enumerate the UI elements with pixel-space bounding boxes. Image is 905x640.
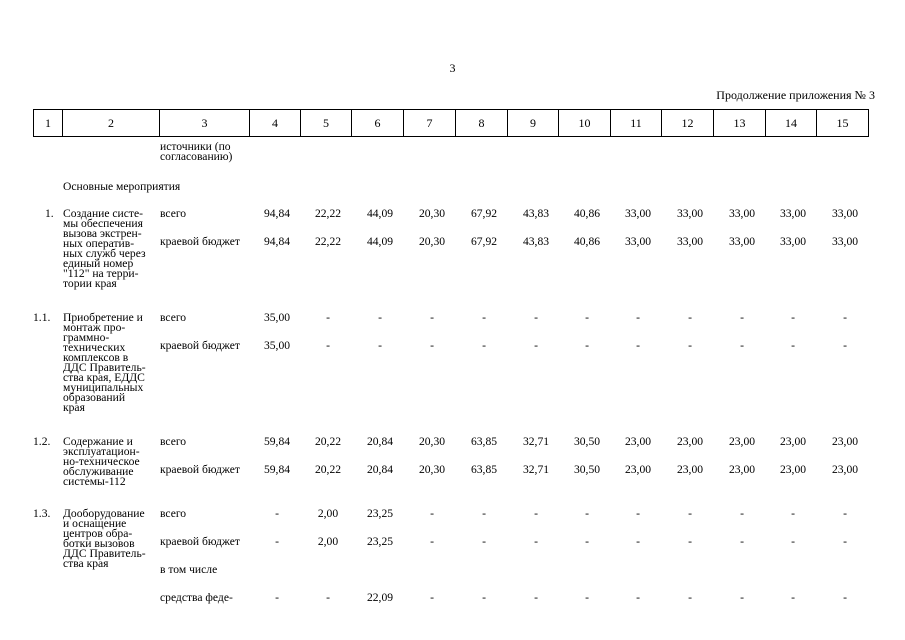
value-cell: - xyxy=(430,507,434,520)
column-number-cell: 9 xyxy=(508,110,559,137)
column-number-cell: 6 xyxy=(352,110,404,137)
source-label: краевой бюджет xyxy=(160,235,240,248)
column-number-cell: 2 xyxy=(63,110,160,137)
value-cell: 20,30 xyxy=(418,435,446,448)
value-cell: - xyxy=(534,591,538,604)
source-label: всего xyxy=(160,311,187,324)
value-cell: - xyxy=(843,535,847,548)
value-cell: - xyxy=(843,311,847,324)
value-cell: 23,00 xyxy=(728,463,756,476)
value-cell: - xyxy=(430,311,434,324)
value-cell: 20,22 xyxy=(314,435,342,448)
value-cell: - xyxy=(585,339,589,352)
value-cell: - xyxy=(585,535,589,548)
source-label: средства феде- xyxy=(160,591,233,604)
value-cell: - xyxy=(326,591,330,604)
value-cell: - xyxy=(843,507,847,520)
row-number: 1.1. xyxy=(33,311,51,324)
value-cell: - xyxy=(482,339,486,352)
value-cell: - xyxy=(430,339,434,352)
value-cell: 59,84 xyxy=(263,463,291,476)
column-number-cell: 15 xyxy=(817,110,869,137)
value-cell: 33,00 xyxy=(624,235,652,248)
value-cell: - xyxy=(688,507,692,520)
value-cell: 20,84 xyxy=(366,463,394,476)
column-number-cell: 14 xyxy=(766,110,817,137)
value-cell: 40,86 xyxy=(573,207,601,220)
value-cell: 23,25 xyxy=(366,507,394,520)
value-cell: 33,00 xyxy=(728,207,756,220)
value-cell: 67,92 xyxy=(470,207,498,220)
value-cell: - xyxy=(482,591,486,604)
row-name: Содержание и эксплуатацион- но-техническое обслуживание системы-112 xyxy=(63,435,140,488)
column-number-cell: 1 xyxy=(34,110,63,137)
value-cell: - xyxy=(688,591,692,604)
value-cell: - xyxy=(482,311,486,324)
value-cell: - xyxy=(534,535,538,548)
value-cell: 40,86 xyxy=(573,235,601,248)
value-cell: - xyxy=(585,507,589,520)
row-number: 1.2. xyxy=(33,435,51,448)
value-cell: 30,50 xyxy=(573,463,601,476)
value-cell: - xyxy=(636,535,640,548)
value-cell: 32,71 xyxy=(522,435,550,448)
value-cell: 23,00 xyxy=(831,435,859,448)
value-cell: 33,00 xyxy=(831,207,859,220)
value-cell: - xyxy=(791,339,795,352)
value-cell: 33,00 xyxy=(831,235,859,248)
value-cell: - xyxy=(482,507,486,520)
value-cell: - xyxy=(430,535,434,548)
value-cell: - xyxy=(534,339,538,352)
source-label: в том числе xyxy=(160,563,218,576)
value-cell: - xyxy=(740,339,744,352)
value-cell: - xyxy=(740,507,744,520)
value-cell: 23,00 xyxy=(624,435,652,448)
column-number-cell: 12 xyxy=(662,110,714,137)
value-cell: - xyxy=(791,591,795,604)
source-label: всего xyxy=(160,207,187,220)
column-number-cell: 10 xyxy=(559,110,611,137)
value-cell: - xyxy=(843,591,847,604)
value-cell: - xyxy=(326,339,330,352)
value-cell: - xyxy=(585,311,589,324)
value-cell: 33,00 xyxy=(624,207,652,220)
value-cell: 44,09 xyxy=(366,207,394,220)
column-number-cell: 4 xyxy=(250,110,301,137)
source-label: краевой бюджет xyxy=(160,339,240,352)
value-cell: - xyxy=(378,339,382,352)
value-cell: 23,00 xyxy=(676,435,704,448)
value-cell: 2,00 xyxy=(317,507,339,520)
source-label: всего xyxy=(160,507,187,520)
value-cell: 22,22 xyxy=(314,207,342,220)
row-name: Создание систе- мы обеспечения вызова экстрен- ных оператив- ных служб через единый номер "112" на терри- тории края xyxy=(63,207,146,290)
value-cell: 33,00 xyxy=(779,207,807,220)
value-cell: - xyxy=(275,507,279,520)
value-cell: - xyxy=(585,591,589,604)
value-cell: - xyxy=(688,311,692,324)
value-cell: - xyxy=(636,339,640,352)
value-cell: - xyxy=(378,311,382,324)
value-cell: - xyxy=(275,591,279,604)
value-cell: 35,00 xyxy=(263,311,291,324)
value-cell: - xyxy=(740,591,744,604)
column-number-cell: 8 xyxy=(456,110,508,137)
page-number: 3 xyxy=(449,61,456,75)
value-cell: 23,00 xyxy=(728,435,756,448)
value-cell: - xyxy=(636,591,640,604)
value-cell: 30,50 xyxy=(573,435,601,448)
value-cell: 33,00 xyxy=(676,235,704,248)
value-cell: 20,22 xyxy=(314,463,342,476)
row-number: 1. xyxy=(45,207,54,220)
row-number: 1.3. xyxy=(33,507,51,520)
source-label: краевой бюджет xyxy=(160,463,240,476)
value-cell: 94,84 xyxy=(263,235,291,248)
value-cell: 67,92 xyxy=(470,235,498,248)
value-cell: 23,25 xyxy=(366,535,394,548)
value-cell: 20,84 xyxy=(366,435,394,448)
value-cell: 20,30 xyxy=(418,207,446,220)
value-cell: 35,00 xyxy=(263,339,291,352)
value-cell: - xyxy=(688,339,692,352)
value-cell: - xyxy=(636,311,640,324)
value-cell: 94,84 xyxy=(263,207,291,220)
column-number-cell: 7 xyxy=(404,110,456,137)
value-cell: 63,85 xyxy=(470,435,498,448)
section-heading: Основные мероприятия xyxy=(63,180,181,193)
value-cell: - xyxy=(791,507,795,520)
value-cell: - xyxy=(534,311,538,324)
value-cell: 32,71 xyxy=(522,463,550,476)
value-cell: - xyxy=(791,535,795,548)
column-number-cell: 5 xyxy=(301,110,352,137)
value-cell: 20,30 xyxy=(418,463,446,476)
value-cell: 33,00 xyxy=(676,207,704,220)
value-cell: 23,00 xyxy=(779,435,807,448)
value-cell: - xyxy=(791,311,795,324)
value-cell: 23,00 xyxy=(831,463,859,476)
value-cell: - xyxy=(534,507,538,520)
value-cell: 33,00 xyxy=(728,235,756,248)
source-label: краевой бюджет xyxy=(160,535,240,548)
continuation-label: Продолжение приложения № 3 xyxy=(716,88,875,102)
column-number-header xyxy=(33,109,869,137)
row-name: Приобретение и монтаж про- граммно- технических комплексов в ДДС Правитель- ства края, ЕДДС муниципальных образований края xyxy=(63,311,146,414)
value-cell: 43,83 xyxy=(522,207,550,220)
value-cell: 22,09 xyxy=(366,591,394,604)
value-cell: 44,09 xyxy=(366,235,394,248)
source-label: всего xyxy=(160,435,187,448)
value-cell: 23,00 xyxy=(624,463,652,476)
value-cell: - xyxy=(688,535,692,548)
value-cell: - xyxy=(636,507,640,520)
value-cell: 23,00 xyxy=(779,463,807,476)
row-name: Дооборудование и оснащение центров обра- ботки вызовов ДДС Правитель- ства края xyxy=(63,507,146,570)
value-cell: 63,85 xyxy=(470,463,498,476)
carryover-source-text: источники (по согласованию) xyxy=(160,140,233,163)
value-cell: 43,83 xyxy=(522,235,550,248)
column-number-cell: 11 xyxy=(611,110,662,137)
value-cell: 20,30 xyxy=(418,235,446,248)
value-cell: 22,22 xyxy=(314,235,342,248)
value-cell: - xyxy=(740,535,744,548)
column-number-cell: 3 xyxy=(160,110,250,137)
value-cell: - xyxy=(482,535,486,548)
value-cell: - xyxy=(275,535,279,548)
value-cell: - xyxy=(740,311,744,324)
value-cell: - xyxy=(843,339,847,352)
column-number-cell: 13 xyxy=(714,110,766,137)
value-cell: 59,84 xyxy=(263,435,291,448)
value-cell: - xyxy=(430,591,434,604)
value-cell: - xyxy=(326,311,330,324)
value-cell: 2,00 xyxy=(317,535,339,548)
value-cell: 33,00 xyxy=(779,235,807,248)
value-cell: 23,00 xyxy=(676,463,704,476)
